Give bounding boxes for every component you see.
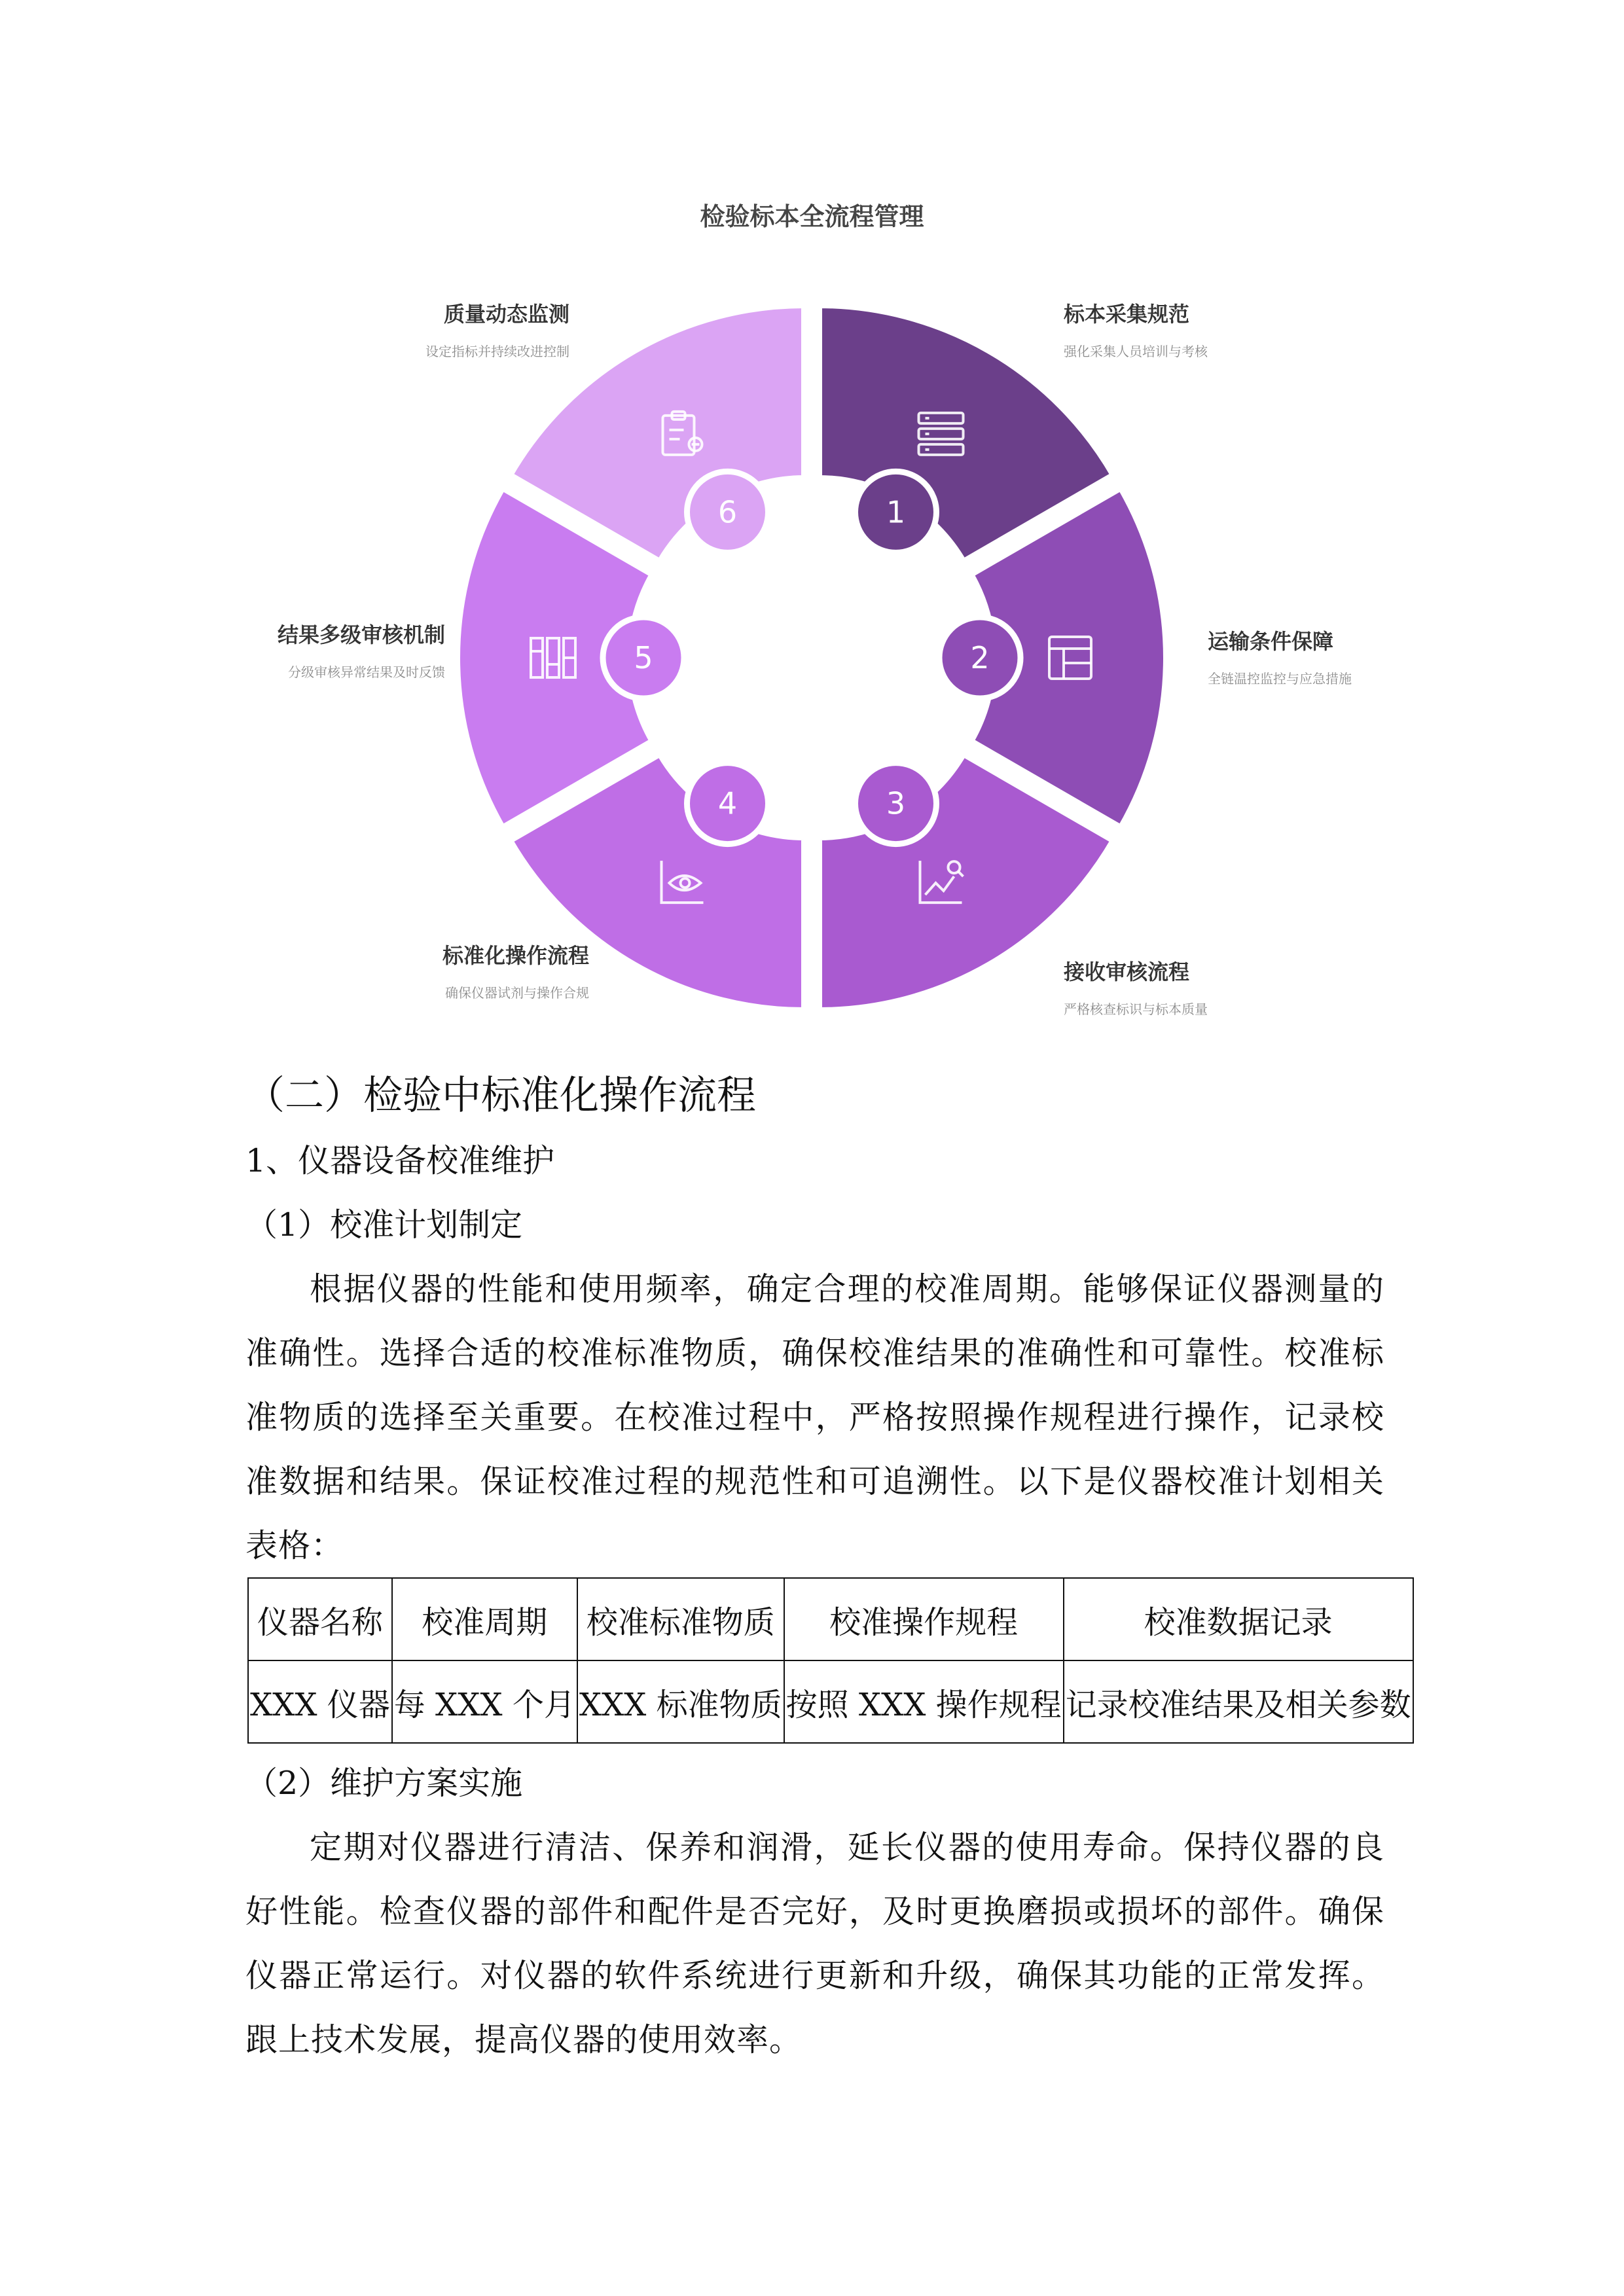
step-2-desc: 全链温控监控与应急措施 (1208, 671, 1352, 687)
subheading-calibration-plan: （1）校准计划制定 (245, 1206, 523, 1244)
step-4-label (367, 939, 589, 1002)
table-cell: XXX 标准物质 (577, 1660, 784, 1743)
step-6-title: 质量动态监测 (443, 302, 569, 327)
table-cell: 记录校准结果及相关参数 (1064, 1660, 1413, 1743)
table-header-cell: 校准数据记录 (1064, 1578, 1413, 1660)
step-number-2: 2 (970, 640, 990, 675)
step-1-title: 标本采集规范 (1064, 302, 1190, 327)
step-number-3: 3 (886, 785, 906, 821)
table-header-cell: 仪器名称 (248, 1578, 392, 1660)
step-2-label (1208, 625, 1424, 688)
step-4-desc: 确保仪器试剂与操作合规 (445, 985, 589, 1001)
step-3-title: 接收审核流程 (1064, 960, 1190, 984)
table-cell: XXX 仪器 (248, 1660, 392, 1743)
table-header-cell: 校准标准物质 (577, 1578, 784, 1660)
subheading-maintenance-plan: （2）维护方案实施 (245, 1765, 523, 1802)
paragraph-maintenance-plan: 定期对仪器进行清洁、保养和润滑，延长仪器的使用寿命。保持仪器的良好性能。检查仪器的部件和配件是否完好，及时更换磨损或损坏的部件。确保仪器正常运行。对仪器的软件系统进行更新和升级，确保其功能的正常发挥。跟上技术发展，提高仪器的使用效率。 (245, 1829, 1384, 2058)
section-heading: （二）检验中标准化操作流程 (245, 1073, 756, 1119)
cycle-wheel (0, 0, 1624, 1060)
step-3-desc: 严格核查标识与标本质量 (1064, 1001, 1208, 1017)
step-number-5: 5 (634, 640, 653, 675)
table-row (248, 1660, 1413, 1743)
table-header-cell: 校准操作规程 (784, 1578, 1064, 1660)
step-number-1: 1 (886, 494, 906, 530)
calibration-table (247, 1577, 1414, 1744)
table-header-row (248, 1578, 1413, 1660)
paragraph-calibration-plan: 根据仪器的性能和使用频率，确定合理的校准周期。能够保证仪器测量的准确性。选择合适的校准标准物质，确保校准结果的准确性和可靠性。校准标准物质的选择至关重要。在校准过程中，严格按照操作规程进行操作，记录校准数据和结果。保证校准过程的规范性和可追溯性。以下是仪器校准计划相关表格： (245, 1270, 1384, 1564)
step-4-title: 标准化操作流程 (442, 943, 589, 968)
step-1-desc: 强化采集人员培训与考核 (1064, 344, 1208, 359)
step-5-desc: 分级审核异常结果及时反馈 (288, 664, 445, 680)
step-3-label (1064, 956, 1280, 1018)
table-cell: 按照 XXX 操作规程 (784, 1660, 1064, 1743)
step-5-label (223, 619, 445, 681)
subheading-instrument-calibration: 1、仪器设备校准维护 (245, 1142, 555, 1179)
step-number-4: 4 (717, 785, 738, 821)
step-6-label (367, 298, 569, 361)
step-5-title: 结果多级审核机制 (277, 622, 445, 647)
step-1-label (1064, 298, 1280, 361)
diagram-title: 检验标本全流程管理 (700, 202, 924, 231)
step-number-6: 6 (717, 494, 738, 530)
table-header-cell: 校准周期 (392, 1578, 577, 1660)
process-diagram (0, 0, 1624, 1060)
step-6-desc: 设定指标并持续改进控制 (425, 344, 569, 359)
table-cell: 每 XXX 个月 (392, 1660, 577, 1743)
step-2-title: 运输条件保障 (1208, 629, 1334, 654)
